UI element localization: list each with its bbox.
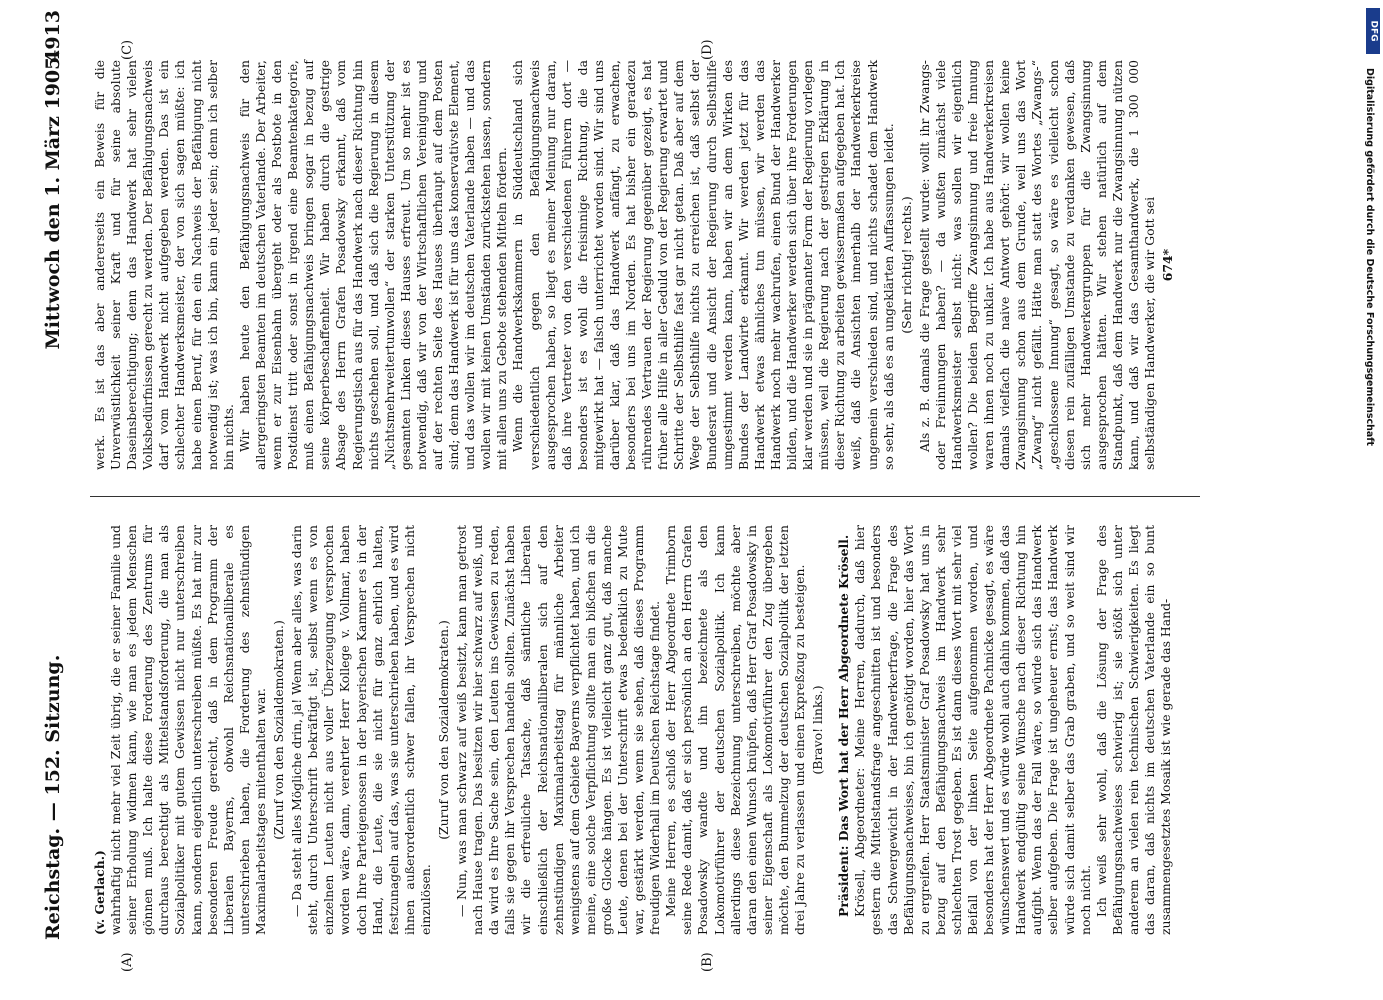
interjection: (Sehr richtig! rechts.): [898, 196, 914, 334]
column-divider: [90, 496, 1200, 497]
paragraph: Meine Herren, es schloß der Herr Abgeordnete Trimborn seine Rede damit, daß er sich persönlich an den Herrn Grafen Posadowsky wandte und ihn bezeichnete als den Lokomotivführer der deutschen Sozialpolitik. Ich kann allerdings diese Bezeichnung unterschreiben, möchte aber daran den einen Wunsch knüpfen, daß Herr Graf Posadowsky in seiner Eigenschaft als Lokomotivführer den Zug übergeben möchte, den Bummelzug der deutschen Sozialpolitik der letzten drei Jahre zu verlassen und einen Expreßzug zu besteigen.: [663, 525, 808, 935]
margin-marker-a: (A): [120, 952, 135, 972]
dfg-logo: DFG: [1366, 8, 1380, 54]
applause: (Bravo! links.): [810, 685, 826, 775]
speaker-tag: (v. Gerlach.): [92, 850, 107, 935]
right-column: [92, 60, 1178, 470]
left-column: [92, 525, 1174, 935]
interjection: (Zuruf von den Sozialdemokraten.): [435, 620, 451, 840]
paragraph: wahrhaftig nicht mehr viel Zeit übrig, die er seiner Familie und seiner Erholung widmen kann, wie man es jedem Menschen gönnen muß. Ich halte diese Forderung des Zentrums für durchaus berechtigt als Mittelstandsforderung, die man als Sozialpolitiker mit gutem Gewissen nicht nur unterschreiben kann, sondern eigentlich unterschreiben müßte. Es hat mir zur besonderen Freude gereicht, daß in dem Programm der Liberalen Bayerns, obwohl Reichsnationalliberale es unterschrieben haben, die Forderung des zehnstündigen Maximalarbeitstages mitenthalten war.: [108, 525, 268, 935]
paragraph: werk. Es ist das aber andererseits ein Beweis für die Unverwüstlichkeit seiner Kraft und für seine absolute Daseinsberechtigung; denn das Handwerk hat sehr vielen Volksbedürfnissen gerecht zu werden. Der Befähigungsnachweis darf vom Handwerk nicht aufgegeben werden. Das ist ein schlechter Handwerksmeister, der von sich sagen müßte: ich habe einen Beruf, für den ein Nachweis der Befähigung nicht notwendig ist; was ich bin, kann ein jeder sein; denn ich selber bin nichts.: [92, 60, 236, 470]
header-date: Mittwoch den 1. März 1905.: [42, 50, 64, 350]
credit-text: Digitalisierung gefördert durch die Deutsche Forschungsgemeinschaft: [1364, 68, 1375, 446]
paragraph: — Nun, was man schwarz auf weiß besitzt, kann man getrost nach Hause tragen. Das besitzen wir hier schwarz auf weiß, und da wird es Ihre Sache sein, den Leuten ins Gewissen zu reden, falls sie gegen ihr Versprechen handeln sollten. Zunächst haben wir die erfreuliche Tatsache, daß sämtliche Liberalen einschließlich der Reichsnationalliberalen sich auf den zehnstündigen Maximalarbeitstag für männliche Arbeiter wenigstens auf dem Gebiete Bayerns verpflichtet haben, und ich meine, eine solche Verpflichtung sollte man ein bißchen an die große Glocke hängen. Es ist vielleicht ganz gut, daß manche Leute, denen bei der Unterschrift etwas bedenklich zu Mute war, gestärkt werden, wenn sie sehen, daß dieses Programm freudigen Widerhall im Deutschen Reichstage findet.: [454, 525, 663, 935]
margin-marker-b: (B): [700, 952, 715, 972]
digitization-credit: [1357, 8, 1383, 998]
page-header: [42, 10, 72, 960]
paragraph: Wir haben heute den Befähigungsnachweis für den allergeringsten Beamten im deutschen Vaterlande. Der Arbeiter, wenn er zur Eisenbahn übergeht oder als Postbote in den Postdienst tritt oder sonst in irgend eine Beamtenkategorie, muß einen Befähigungsnachweis bringen sogar in bezug auf seine körperbeschaffenheit. Wir haben durch die gestrige Absage des Herrn Grafen Posadowsky erkannt, daß vom Regierungstisch aus für das Handwerk nach dieser Richtung hin nichts geschehen soll, und daß sich die Regierung in diesem „Nichtsmehrweitertunwollen“ der starken Unterstützung der gesamten Linken dieses Hauses erfreut. Um so mehr ist es notwendig, daß wir von der Wirtschaftlichen Vereinigung und auf der rechten Seite des Hauses überhaupt auf dem Posten sind; denn das Handwerk ist für uns das konservativste Element, und das wollen wir im deutschen Vaterlande haben — und das wollen wir mit keinen Umständen zurückstehen lassen, sondern mit allen uns zu Gebote stehenden Mitteln fördern.: [236, 60, 510, 470]
paragraph: Krösell, Abgeordneter: Meine Herren, dadurch, daß hier gestern die Mittelstandsfrage angeschnitten ist und besonders das Schwergewicht in der Handwerkerfrage, die Frage des Befähigungsnachweises, bin ich genötigt worden, hier das Wort zu ergreifen. Herr Staatsminister Graf Posadowsky hat uns in bezug auf den Befähigungsnachweis im Handwerk sehr schlechten Trost gegeben. Es ist dann dieses Wort mit sehr viel Beifall von der linken Seite aufgenommen worden, und besonders hat der Herr Abgeordnete Pachnicke gesagt, es wäre wünschenswert und es würde wohl auch dahin kommen, daß das Handwerk endgültig seine Wünsche nach dieser Richtung hin aufgibt. Wenn das der Fall wäre, so würde sich das Handwerk selber aufgeben. Die Frage ist ungeheuer ernst; das Handwerk würde sich damit selber das Grab graben, und so weit sind wir noch nicht.: [852, 525, 1093, 935]
margin-marker-d: (D): [700, 39, 715, 60]
president-remark: Präsident: Das Wort hat der Herr Abgeordnete Krösell.: [836, 534, 852, 917]
paragraph: Wenn die Handwerkskammern in Süddeutschland sich verschiedentlich gegen den Befähigungsnachweis ausgesprochen haben, so liegt es meiner Meinung nur daran, daß ihre Vertreter von den verschiedenen Führern dort — besonders ist es wohl die freisinnige Richtung, die da mitgewirkt hat — falsch unterrichtet worden sind. Wir sind uns darüber klar, daß das Handwerk anfängt, zu erwachen, besonders bei uns im Norden. Es hat bisher ein geradezu rührendes Vertrauen der Regierung gegenüber gezeigt, es hat früher alle Hilfe in aller Geduld von der Regierung erwartet und Schritte der Selbsthilfe fast gar nicht getan. Daß aber auf dem Wege der Selbsthilfe nichts zu erreichen ist, daß selbst der Bundesrat und die Ansicht der Regierung durch Selbsthilfe umgestimmt werden kann, haben wir an dem Wirken des Bundes der Landwirte erkannt. Wir werden jetzt für das Handwerk etwas ähnliches tun müssen, wir werden das Handwerk noch mehr wachrufen, einen Bund der Handwerker bilden, und die Handwerker werden sich über ihre Forderungen klar werden und sie in prägnanter Form der Regierung vorlegen müssen, weil die Regierung nach der gestrigen Erklärung in dieser Richtung zu arbeiten gewissermaßen aufgegeben hat. Ich weiß, daß die Ansichten innerhalb der Handwerkerkreise ungemein verschieden sind, und nichts schadet dem Handwerk so sehr, als daß es an ungeklärten Auffassungen leidet.: [510, 60, 896, 470]
signature-mark: 674*: [1160, 248, 1176, 282]
paragraph: — Da steht alles Mögliche drin, ja! Wenn aber alles, was darin steht, durch Unterschrift bekräftigt ist, selbst wenn es von einzelnen Leuten nicht aus voller Überzeugung versprochen worden wäre, dann, verehrter Herr Kollege v. Vollmar, haben doch Ihre Parteigenossen in der bayerischen Kammer es in der Hand, die Leute, die sie nicht für ganz ehrlich halten, festzunageln auf das, was sie unterschrieben haben, und es wird ihnen außerordentlich schwer fallen, ihr Versprechen nicht einzulösen.: [289, 525, 433, 935]
paragraph: Als z. B. damals die Frage gestellt wurde: wollt ihr Zwangs- oder Freiinnungen haben? — da wußten zunächst viele Handwerksmeister selbst nicht: was sollen wir eigentlich wollen? Die beiden Begriffe Zwangsinnung und freie Innung waren ihnen noch zu unklar. Ich habe aus Handwerkerkreisen damals vielfach die naive Antwort gehört: wir wollen keine Zwangsinnung schon aus dem Grunde, weil uns das Wort „Zwang“ nicht gefällt. Hätte man statt des Wortes „Zwangs-“ „geschlossene Innung“ gesagt, so wäre es vielleicht schon diesen rein zufälligen Umstande zu verdanken gewesen, daß sich mehr Handwerkergruppen für die Zwangsinnung ausgesprochen hätten. Wir stehen natürlich auf dem Standpunkt, daß dem Handwerk nur die Zwangsinnung nützen kann, und daß wir das Gesamthandwerk, die 1 300 000 selbständigen Handwerker, die wir Gott sei: [916, 60, 1158, 470]
page-number: 4913: [42, 10, 64, 63]
paragraph: Ich weiß sehr wohl, daß die Lösung der Frage des Befähigungsnachweises schwierig ist; sie stößt sich unter anderem an vielen rein technischen Schwierigkeiten. Es liegt das daran, daß nichts im deutschen Vaterlande ein so bunt zusammengesetztes Mosaik ist wie gerade das Hand-: [1093, 525, 1174, 935]
margin-marker-c: (C): [120, 39, 135, 60]
interjection: (Zuruf von den Sozialdemokraten.): [271, 620, 287, 840]
header-session: Reichstag. — 152. Sitzung.: [42, 654, 64, 940]
